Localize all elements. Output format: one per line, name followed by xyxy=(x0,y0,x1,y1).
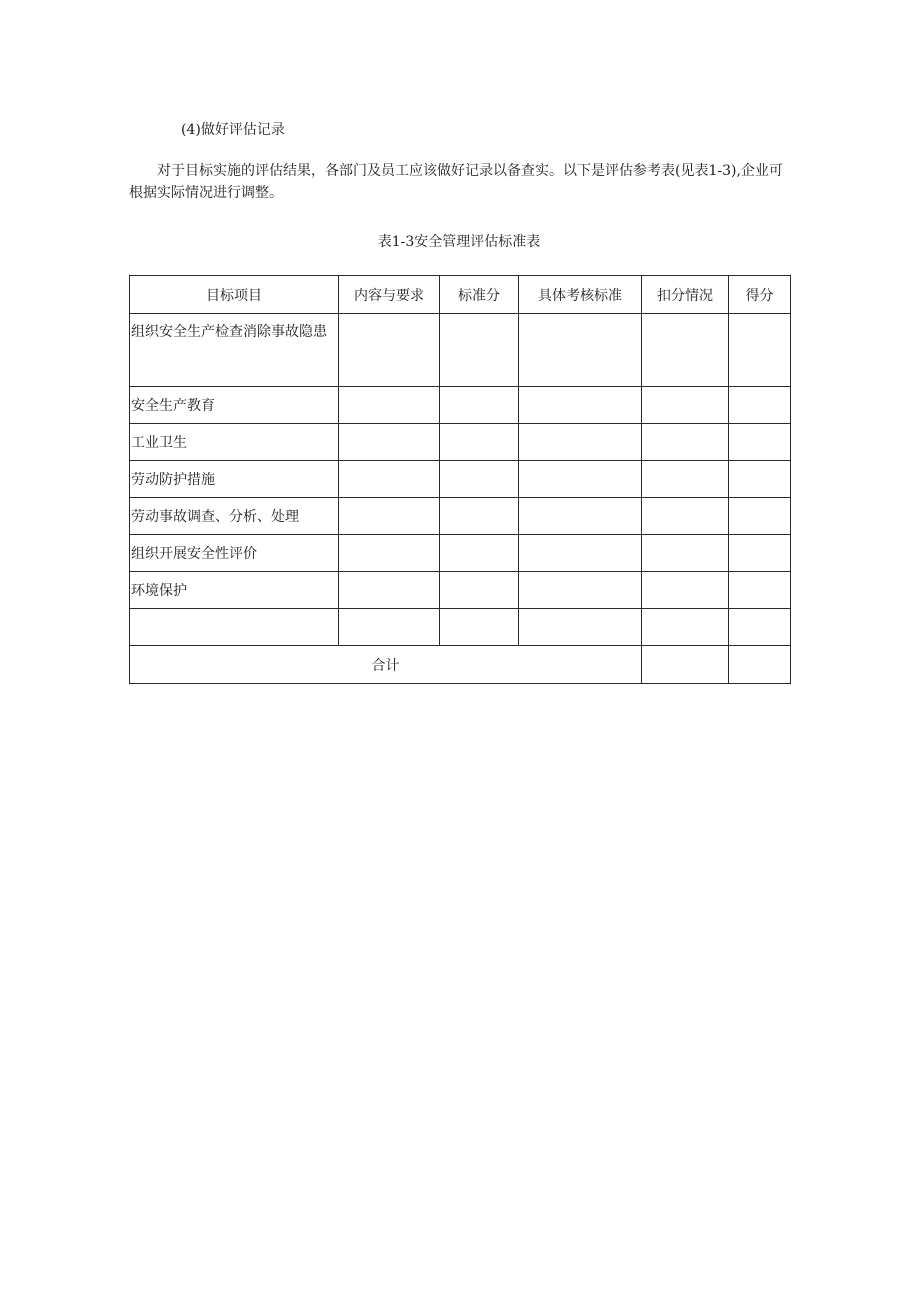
header-score: 得分 xyxy=(729,276,791,314)
standard-score-cell xyxy=(440,314,519,387)
standard-score-cell xyxy=(440,535,519,572)
score-cell xyxy=(729,314,791,387)
deduction-cell xyxy=(642,498,729,535)
total-label-cell: 合计 xyxy=(130,646,642,684)
row-item-cell: 安全生产教育 xyxy=(130,387,339,424)
criteria-cell xyxy=(519,424,642,461)
total-score-cell xyxy=(729,646,791,684)
table-caption: 表1-3安全管理评估标准表 xyxy=(377,234,541,250)
content-cell xyxy=(339,314,440,387)
content-cell xyxy=(339,498,440,535)
table-row xyxy=(130,424,791,461)
criteria-cell xyxy=(519,609,642,646)
table-header-row xyxy=(130,276,791,314)
header-content-requirements: 内容与要求 xyxy=(339,276,440,314)
row-item-cell: 环境保护 xyxy=(130,572,339,609)
criteria-cell xyxy=(519,314,642,387)
score-cell xyxy=(729,387,791,424)
content-cell xyxy=(339,535,440,572)
standard-score-cell xyxy=(440,387,519,424)
row-item-cell: 工业卫生 xyxy=(130,424,339,461)
score-cell xyxy=(729,609,791,646)
content-cell xyxy=(339,609,440,646)
total-row xyxy=(130,646,791,684)
deduction-cell xyxy=(642,572,729,609)
deduction-cell xyxy=(642,424,729,461)
table-row xyxy=(130,387,791,424)
row-item-cell: 劳动事故调查、分析、处理 xyxy=(130,498,339,535)
criteria-cell xyxy=(519,461,642,498)
row-item-cell: 劳动防护措施 xyxy=(130,461,339,498)
total-deduction-cell xyxy=(642,646,729,684)
deduction-cell xyxy=(642,461,729,498)
content-cell xyxy=(339,572,440,609)
table-row xyxy=(130,535,791,572)
standard-score-cell xyxy=(440,498,519,535)
score-cell xyxy=(729,572,791,609)
row-item-cell xyxy=(130,609,339,646)
criteria-cell xyxy=(519,387,642,424)
criteria-cell xyxy=(519,535,642,572)
table-row xyxy=(130,314,791,387)
standard-score-cell xyxy=(440,572,519,609)
score-cell xyxy=(729,461,791,498)
criteria-cell xyxy=(519,572,642,609)
table-row-empty xyxy=(130,609,791,646)
deduction-cell xyxy=(642,609,729,646)
standard-score-cell xyxy=(440,461,519,498)
evaluation-table xyxy=(129,275,791,684)
header-deduction: 扣分情况 xyxy=(642,276,729,314)
deduction-cell xyxy=(642,387,729,424)
deduction-cell xyxy=(642,314,729,387)
header-assessment-criteria: 具体考核标准 xyxy=(519,276,642,314)
content-cell xyxy=(339,461,440,498)
intro-paragraph: 对于目标实施的评估结果，各部门及员工应该做好记录以备查实。以下是评估参考表(见表1-3),企业可根据实际情况进行调整。 xyxy=(129,163,783,201)
row-item-cell: 组织安全生产检查消除事故隐患 xyxy=(130,314,339,387)
header-target-item: 目标项目 xyxy=(130,276,339,314)
criteria-cell xyxy=(519,498,642,535)
header-standard-score: 标准分 xyxy=(440,276,519,314)
table-row xyxy=(130,498,791,535)
content-cell xyxy=(339,387,440,424)
score-cell xyxy=(729,498,791,535)
table-row xyxy=(130,572,791,609)
deduction-cell xyxy=(642,535,729,572)
content-cell xyxy=(339,424,440,461)
row-item-cell: 组织开展安全性评价 xyxy=(130,535,339,572)
section-heading: (4)做好评估记录 xyxy=(181,122,285,138)
score-cell xyxy=(729,535,791,572)
score-cell xyxy=(729,424,791,461)
table-row xyxy=(130,461,791,498)
standard-score-cell xyxy=(440,609,519,646)
standard-score-cell xyxy=(440,424,519,461)
